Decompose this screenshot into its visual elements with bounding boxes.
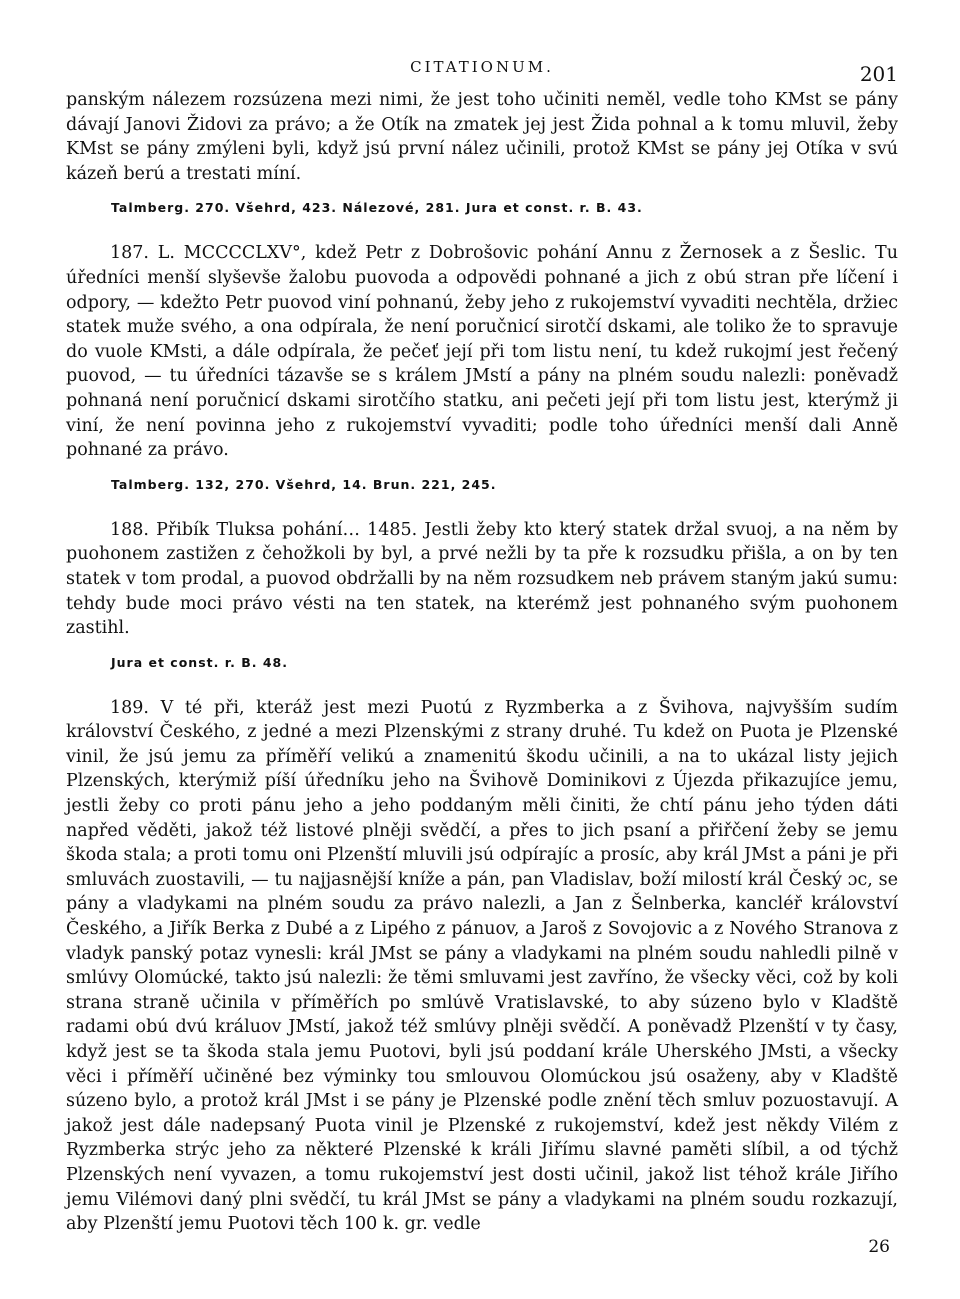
running-head xyxy=(66,56,898,88)
source-reference: Talmberg. 132, 270. Všehrd, 14. Brun. 221, 245. xyxy=(111,476,497,492)
signature-mark: 26 xyxy=(868,1236,890,1257)
paragraph: panským nálezem rozsúzena mezi nimi, že jest toho učiniti neměl, vedle toho KMst se pány dávají Janovi Židovi za právo; a že Otík na zmatek jej jest Žida pohnal a k tomu mluvil, žeby KMst se pány zmýleni byli, když jsú první nález učinili, protož KMst se pány jej Otíka v svú kázeň berú a trestati míní. xyxy=(66,90,898,184)
page-number: 201 xyxy=(859,62,898,86)
paragraph: 189. V té při, kteráž jest mezi Puotú z Ryzmberka a z Švihova, najvyšším sudím království Českého, z jedné a mezi Plzenskými z strany druhé. Tu kdež on Puota je Plzenské vinil, že jsú jemu za příměří velikú a znamenitú škodu učinili, a na to ukázal listy jejich Plzenských, kterýmiž píší úředníku jeho na Švihově Dominikovi z Újezda přikazujíce jemu, jestli žeby co proti pánu jeho a jeho poddaným měli činiti, že chtí pánu jeho týden dáti napřed věděti, jakož též listové plněji svědčí, a přes to jich psaní a přiřčení žeby se jemu škoda stala; a proti tomu oni Plzenští mluvili jsú odpírajíc a prosíc, aby král JMst a páni je při smluvách zuostavili, — tu najjasnější kníže a pán, pan Vladislav, boží milostí král Český ɔc, se pány a vladykami na plném soudu za právo nalezli, a Jan z Šelnberka, kancléř království Českého, a Jiřík Berka z Dubé a z Lipého z pánuov, a Jaroš z Sovojovic a z Nového Stranova z vladyk panský potaz vynesli: král JMst se pány a vladykami na plném soudu nahledli pilně v smlúvy Olomúcké, takto jsú nalezli: že těmi smluvami jest zavříno, že všecky věci, což by koli strana straně učinila v příměřích po smlúvě Vratislavské, to aby súzeno bylo v Kladště radami obú dvú králuov JMstí, jakož též smlúvy plněji svědčí. A poněvadž Plzenští v ty časy, když jest se ta škoda stala jemu Puotovi, byli jsú poddaní krále Uherského JMsti, a všecky věci i příměří učiněné bez výminky tou smlouvou Olomúckou jsú osaženy, aby v Kladště súzeno bylo, a protož král JMst i se pány je Plzenské podle znění těch smluv pozuostavují. A jakož jest dále nadepsaný Puota vinil je Plzenské z rukojemství, kdež jest někdy Vilém z Ryzmberka strýc jeho za některé Plzenské k králi Jiřímu slavné paměti slíbil, a od týchž Plzenských není vyvazen, a tomu rukojemství jest dosti učinil, jakož list téhož krále Jiřího jemu Vilémovi daný plni svědčí, tu král JMst se pány a vladykami na plném soudu rozkazují, aby Plzenští jemu Puotovi těch 100 k. gr. vedle xyxy=(66,697,898,1235)
document-page xyxy=(66,56,898,1257)
source-reference: Jura et const. r. B. 48. xyxy=(111,654,288,670)
source-reference: Talmberg. 270. Všehrd, 423. Nálezové, 281. Jura et const. r. B. 43. xyxy=(111,200,643,216)
entry-187 xyxy=(66,241,898,491)
running-title: CITATIONUM. xyxy=(410,58,554,76)
entry-189 xyxy=(66,696,898,1237)
entry-188 xyxy=(66,518,898,670)
entry-continuation xyxy=(66,88,898,215)
paragraph: 187. L. MCCCCLXV°, kdež Petr z Dobrošovic pohání Annu z Žernosek a z Šeslic. Tu úředníci menší slyševše žalobu puovoda a odpovědi pohnané a jich z obú stran pře líčení i odpory, — kdežto Petr puovod viní pohnanú, žeby jeho z rukojemství vyvaditi nechtěla, držiec statek muže svého, a ona odpírala, že není poručnicí sirotčí dskami, ale toliko že to spravuje do vuole KMsti, a dále odpírala, že pečeť její při tom listu není, tu kdež rukojmí jest řečený puovod, — tu úředníci tázavše se s králem JMstí a pány na plném soudu nalezli: poněvadž pohnaná není poručnicí dskami sirotčího statku, ani pečeti její při tom listu jest, kterýmž ji viní, že není povinna jeho z rukojemství vyvaditi; podle toho úředníci menší dali Anně pohnané za právo. xyxy=(66,243,898,461)
paragraph: 188. Přibík Tluksa pohání… 1485. Jestli žeby kto který statek držal svuoj, a na něm by puohonem zastižen z čehožkoli by byl, a prvé nežli by ta pře k rozsudku přišla, a on by ten statek v tom prodal, a puovod obdržalli by na něm rozsudkem neb právem staným jakú sumu: tehdy bude moci právo vésti na ten statek, na kterémž jest pohnaného svým puohonem zastihl. xyxy=(66,519,898,639)
